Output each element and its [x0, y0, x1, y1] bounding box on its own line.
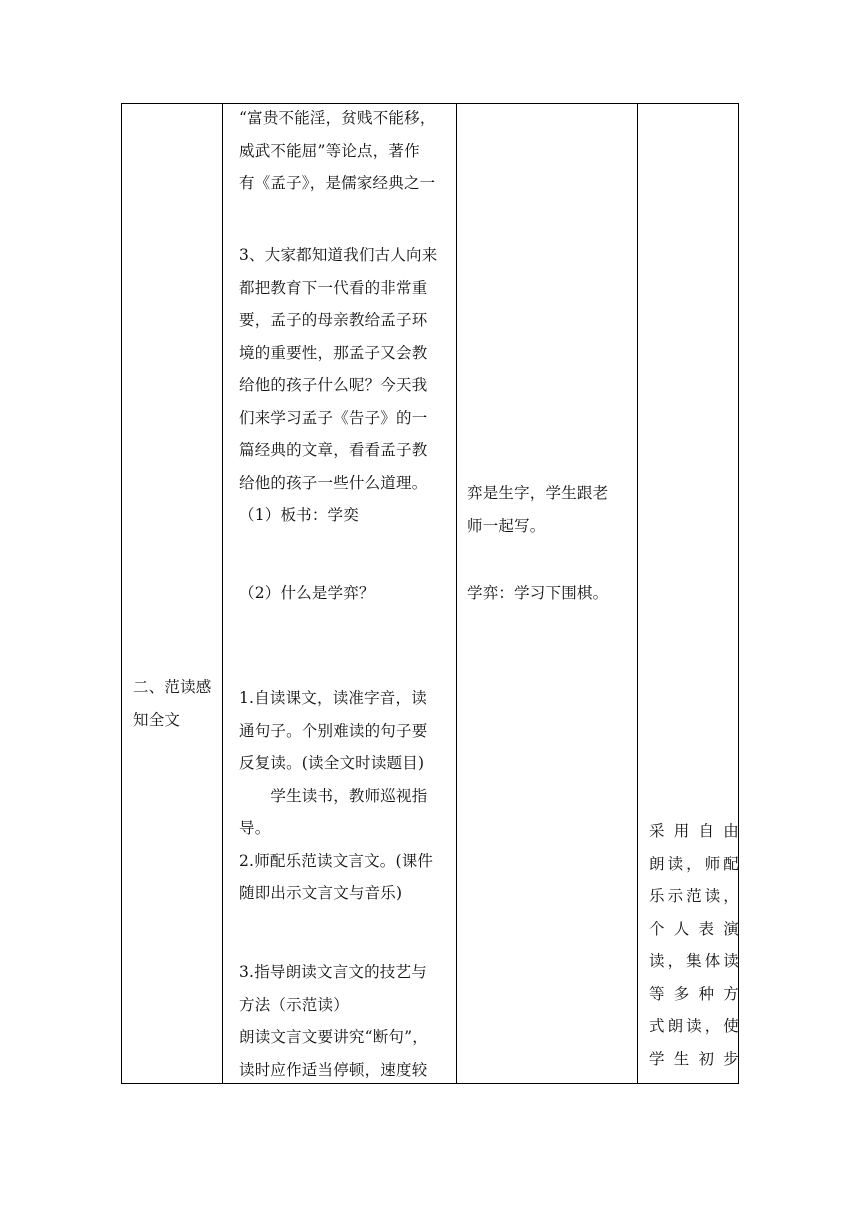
lesson-plan-table [121, 103, 739, 1084]
column-divider-1 [222, 104, 223, 1083]
text-line: 要，孟子的母亲教给孟子环 [239, 311, 428, 329]
text-line: （2）什么是学弈？ [239, 584, 375, 602]
text-line: 有《孟子》，是儒家经典之一 [239, 174, 436, 192]
text-line: “富贵不能淫，贫贱不能移， [239, 109, 436, 127]
design-intent-block [649, 815, 739, 1075]
text-line: 等多种方 [649, 984, 739, 1003]
text-line: 朗读文言文要讲究“断句”， [239, 1028, 428, 1046]
text-line: 们来学习孟子《告子》的一 [239, 408, 428, 427]
student-activity-block-1 [467, 477, 608, 542]
text-line: 3.指导朗读文言文的技艺与 [239, 963, 427, 981]
text-line: 给他的孩子一些什么道理。 [239, 473, 428, 492]
teaching-text-block-5 [239, 956, 428, 1086]
text-line: 导。 [239, 819, 271, 837]
text-line: 采用自由 [649, 822, 739, 840]
text-line: （1）板书：学奕 [239, 506, 359, 524]
text-line: 随即出示文言文与音乐) [239, 884, 403, 902]
text-line: 2.师配乐范读文言文。(课件 [239, 851, 434, 870]
column-divider-3 [637, 104, 638, 1083]
text-line: 学生读书，教师巡视指 [239, 786, 428, 805]
student-activity-block-2 [467, 577, 608, 610]
text-line: 弈是生字，学生跟老 [467, 484, 609, 502]
text-line: 境的重要性，那孟子又会教 [239, 343, 428, 362]
teaching-text-block-2 [239, 239, 437, 532]
text-line: 给他的孩子什么呢？今天我 [239, 376, 428, 394]
teaching-text-block-1 [239, 102, 436, 200]
text-line: 方法（示范读） [239, 995, 349, 1014]
text-line: 朗读，师配 [649, 854, 739, 873]
text-line: 反复读。(读全文时读题目) [239, 754, 425, 772]
text-line: 1.自读课文，读准字音，读 [239, 689, 427, 707]
column-divider-2 [456, 104, 457, 1083]
text-line: 乐示范读， [649, 887, 739, 905]
text-line: 读时应作适当停顿，速度较 [239, 1060, 428, 1079]
text-line: 都把教育下一代看的非常重 [239, 278, 428, 297]
teaching-text-block-4 [239, 682, 433, 910]
text-line: 学弈：学习下围棋。 [467, 584, 609, 602]
section-title [133, 671, 212, 736]
text-line: 通句子。个别难读的句子要 [239, 721, 428, 740]
text-line: 学生初步 [649, 1049, 739, 1068]
text-line: 个人表演 [649, 919, 739, 938]
teaching-text-block-3 [239, 577, 375, 610]
text-line: 式朗读，使 [649, 1017, 739, 1035]
text-line: 篇经典的文章，看看孟子教 [239, 441, 428, 459]
text-line: 3、大家都知道我们古人向来 [239, 246, 438, 264]
section-title-line: 知全文 [133, 710, 181, 729]
section-title-line: 二、范读感 [133, 678, 212, 696]
text-line: 师一起写。 [467, 516, 546, 535]
text-line: 读，集体读 [649, 952, 739, 970]
text-line: 威武不能屈”等论点，著作 [239, 141, 420, 160]
